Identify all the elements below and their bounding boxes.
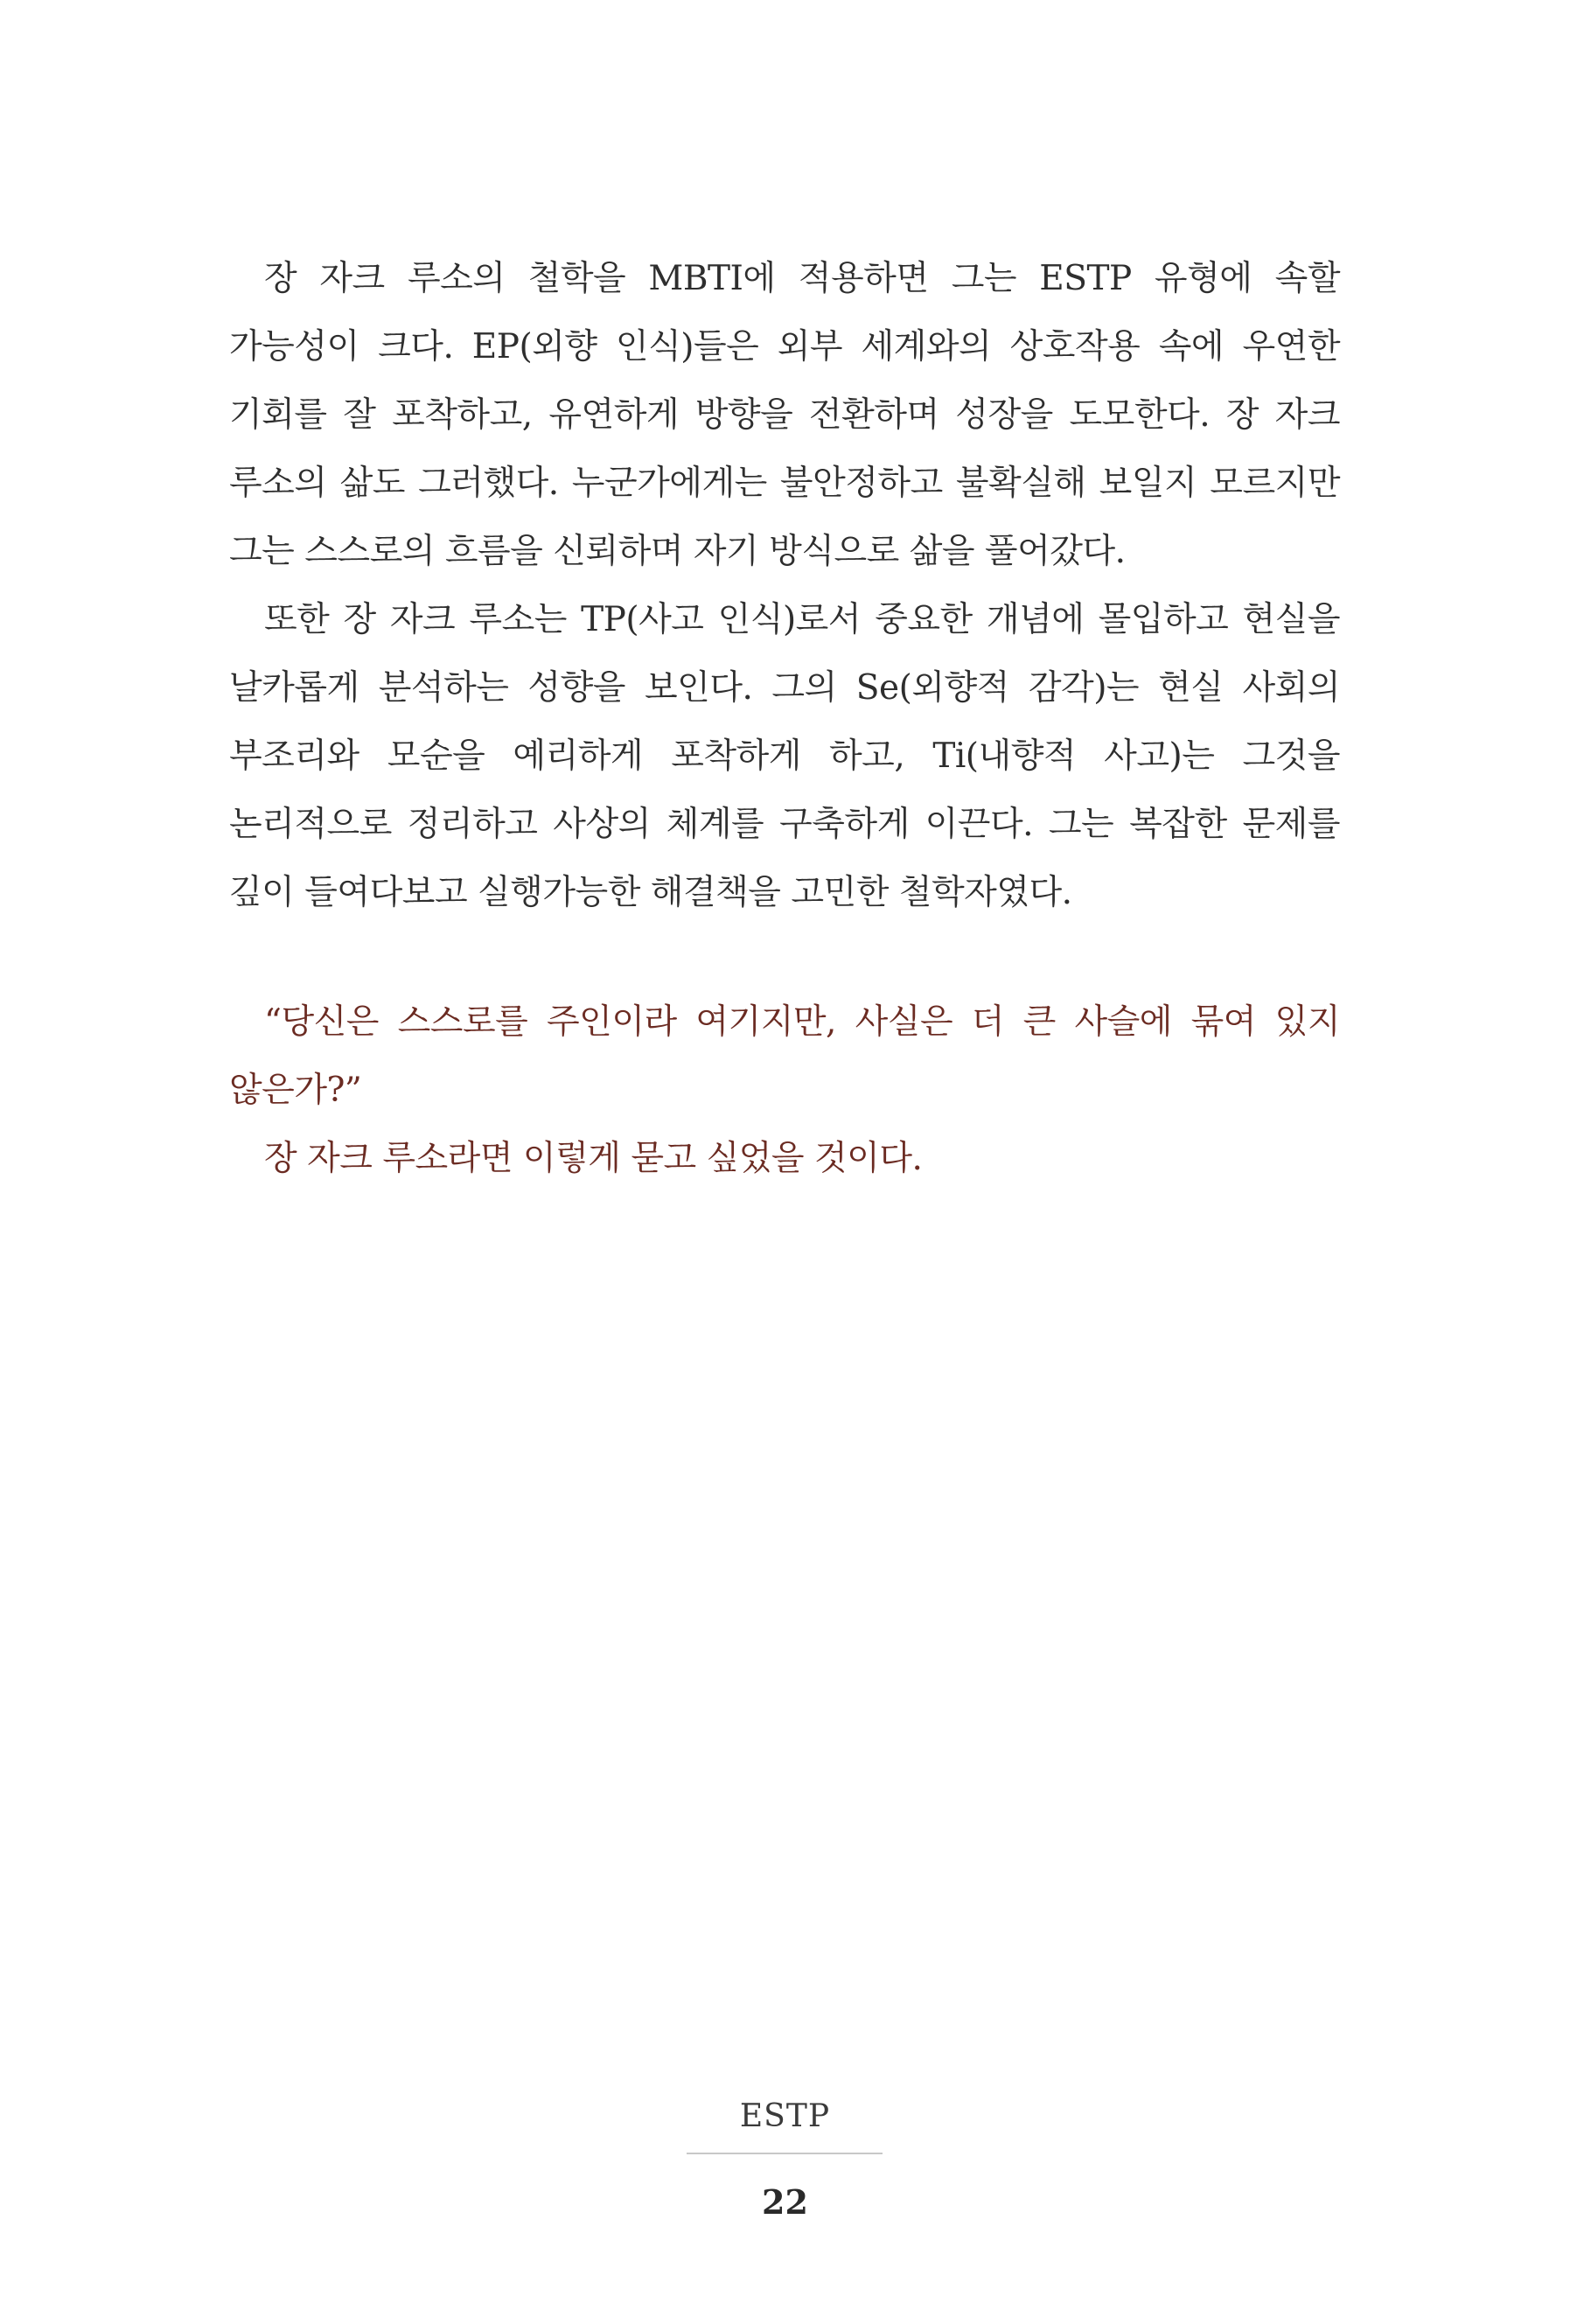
quote-text: “당신은 스스로를 주인이라 여기지만, 사실은 더 큰 사슬에 묶여 있지 않은가?” [229, 1002, 1340, 1110]
footer-divider [687, 2153, 883, 2154]
body-text [229, 245, 1340, 927]
quote-attribution: 장 자크 루소라면 이렇게 묻고 싶었을 것이다. [264, 1139, 923, 1178]
page-number: 22 [762, 2182, 808, 2222]
paragraph-2: 또한 장 자크 루소는 TP(사고 인식)로서 중요한 개념에 몰입하고 현실을 날카롭게 분석하는 성향을 보인다. 그의 Se(외향적 감각)는 현실 사회의 부조리와 모순을 예리하게 포착하게 하고, Ti(내향적 사고)는 그것을 논리적으로 정리하고 사상의 체계를 구축하게 이끈다. 그는 복잡한 문제를 깊이 들여다보고 실행가능한 해결책을 고민한 철학자였다. [229, 600, 1340, 912]
paragraph-1: 장 자크 루소의 철학을 MBTI에 적용하면 그는 ESTP 유형에 속할 가능성이 크다. EP(외향 인식)들은 외부 세계와의 상호작용 속에 우연한 기회를 잘 포착하고, 유연하게 방향을 전환하며 성장을 도모한다. 장 자크 루소의 삶도 그러했다. 누군가에게는 불안정하고 불확실해 보일지 모르지만 그는 스스로의 흐름을 신뢰하며 자기 방식으로 삶을 풀어갔다. [229, 259, 1340, 571]
quote-block [229, 988, 1340, 1193]
running-footer-title: ESTP [739, 2098, 831, 2134]
